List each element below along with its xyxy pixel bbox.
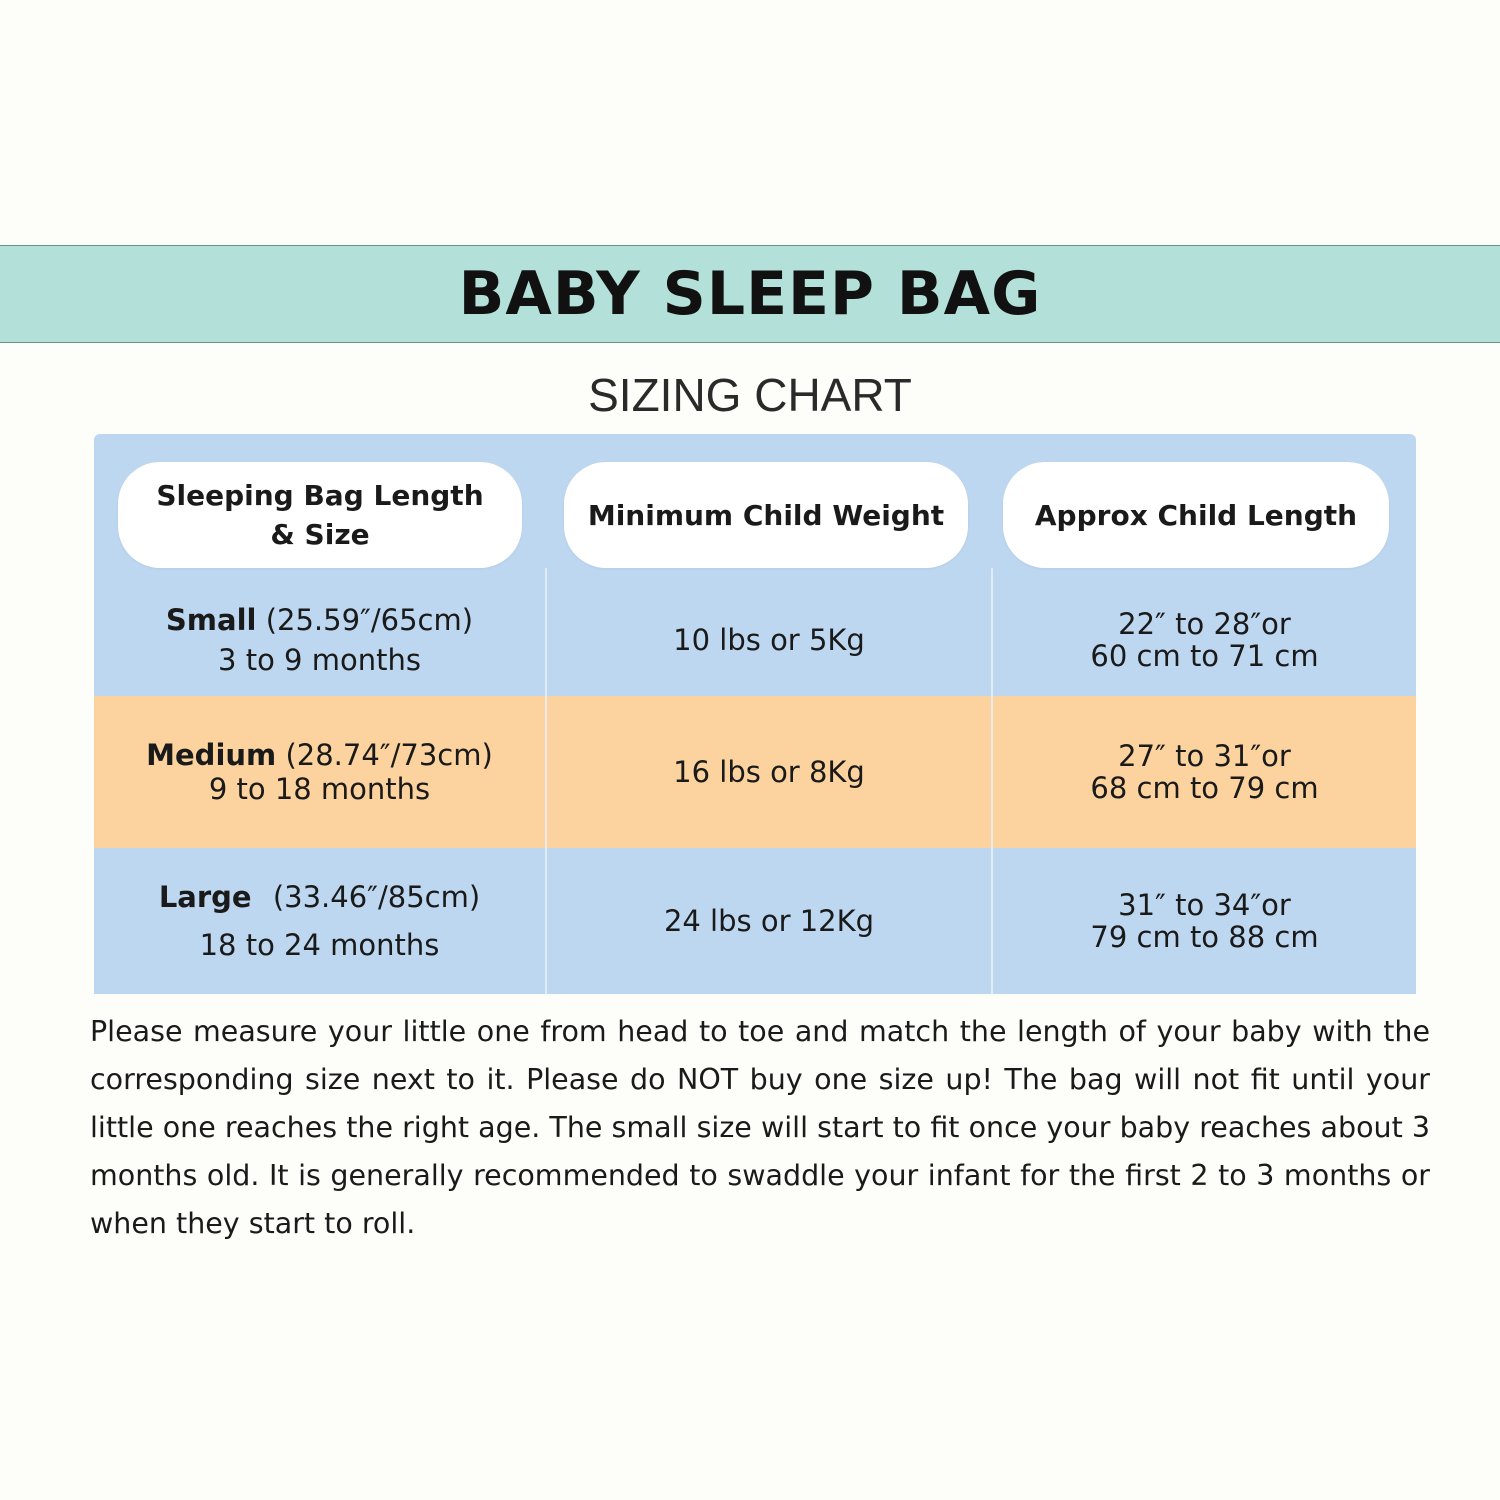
header-length-label: Approx Child Length xyxy=(1034,498,1358,532)
length-cm: 60 cm to 71 cm xyxy=(1090,639,1319,673)
size-label-line xyxy=(146,739,493,771)
sizing-note: Please measure your little one from head to toe and match the length of your baby with the corresponding size next to it. Please do NOT buy one size up! The bag will not fit until your little one reaches the right age. The small size will start to fit once your baby reaches about 3 months old. It is generally recommended to swaddle your infant for the first 2 to 3 months or when they start to roll. xyxy=(90,1015,1430,1240)
table-row-small-weight xyxy=(547,584,991,696)
length-inches: 31″ to 34″or xyxy=(1118,888,1291,922)
title-banner xyxy=(0,245,1500,343)
header-size-line1: Sleeping Bag Length xyxy=(156,479,484,512)
page-subtitle: SIZING CHART xyxy=(588,369,912,421)
table-row-medium-length xyxy=(993,696,1416,848)
size-label-line xyxy=(166,604,473,636)
weight-value: 16 lbs or 8Kg xyxy=(673,755,865,789)
size-name: Small xyxy=(165,603,257,637)
sizing-table xyxy=(94,434,1416,994)
length-inches: 27″ to 31″or xyxy=(1118,739,1291,773)
age-range: 9 to 18 months xyxy=(208,772,431,806)
header-length xyxy=(1003,462,1389,568)
size-measure: (28.74″/73cm) xyxy=(285,738,493,772)
size-label-line xyxy=(159,881,480,913)
size-name: Medium xyxy=(146,738,277,772)
weight-value: 24 lbs or 12Kg xyxy=(663,904,875,938)
table-row-small-size xyxy=(94,584,545,696)
table-row-medium-weight xyxy=(547,696,991,848)
table-row-large-weight xyxy=(547,848,991,994)
length-cm: 68 cm to 79 cm xyxy=(1090,771,1319,805)
age-range: 18 to 24 months xyxy=(199,928,440,962)
table-row-large-size xyxy=(94,848,545,994)
size-measure: (25.59″/65cm) xyxy=(265,603,474,637)
page-title: BABY SLEEP BAG xyxy=(458,259,1042,329)
size-measure: (33.46″/85cm) xyxy=(272,880,481,914)
weight-value: 10 lbs or 5Kg xyxy=(673,623,865,657)
header-weight-label: Minimum Child Weight xyxy=(587,498,945,532)
header-size-line2: & Size xyxy=(270,518,370,551)
size-name: Large xyxy=(158,880,252,914)
table-row-small-length xyxy=(993,584,1416,696)
table-row-medium-size xyxy=(94,696,545,848)
header-weight xyxy=(564,462,968,568)
length-inches: 22″ to 28″or xyxy=(1118,607,1291,641)
age-range: 3 to 9 months xyxy=(218,643,421,677)
header-size xyxy=(118,462,522,568)
table-row-large-length xyxy=(993,848,1416,994)
length-cm: 79 cm to 88 cm xyxy=(1090,920,1319,954)
